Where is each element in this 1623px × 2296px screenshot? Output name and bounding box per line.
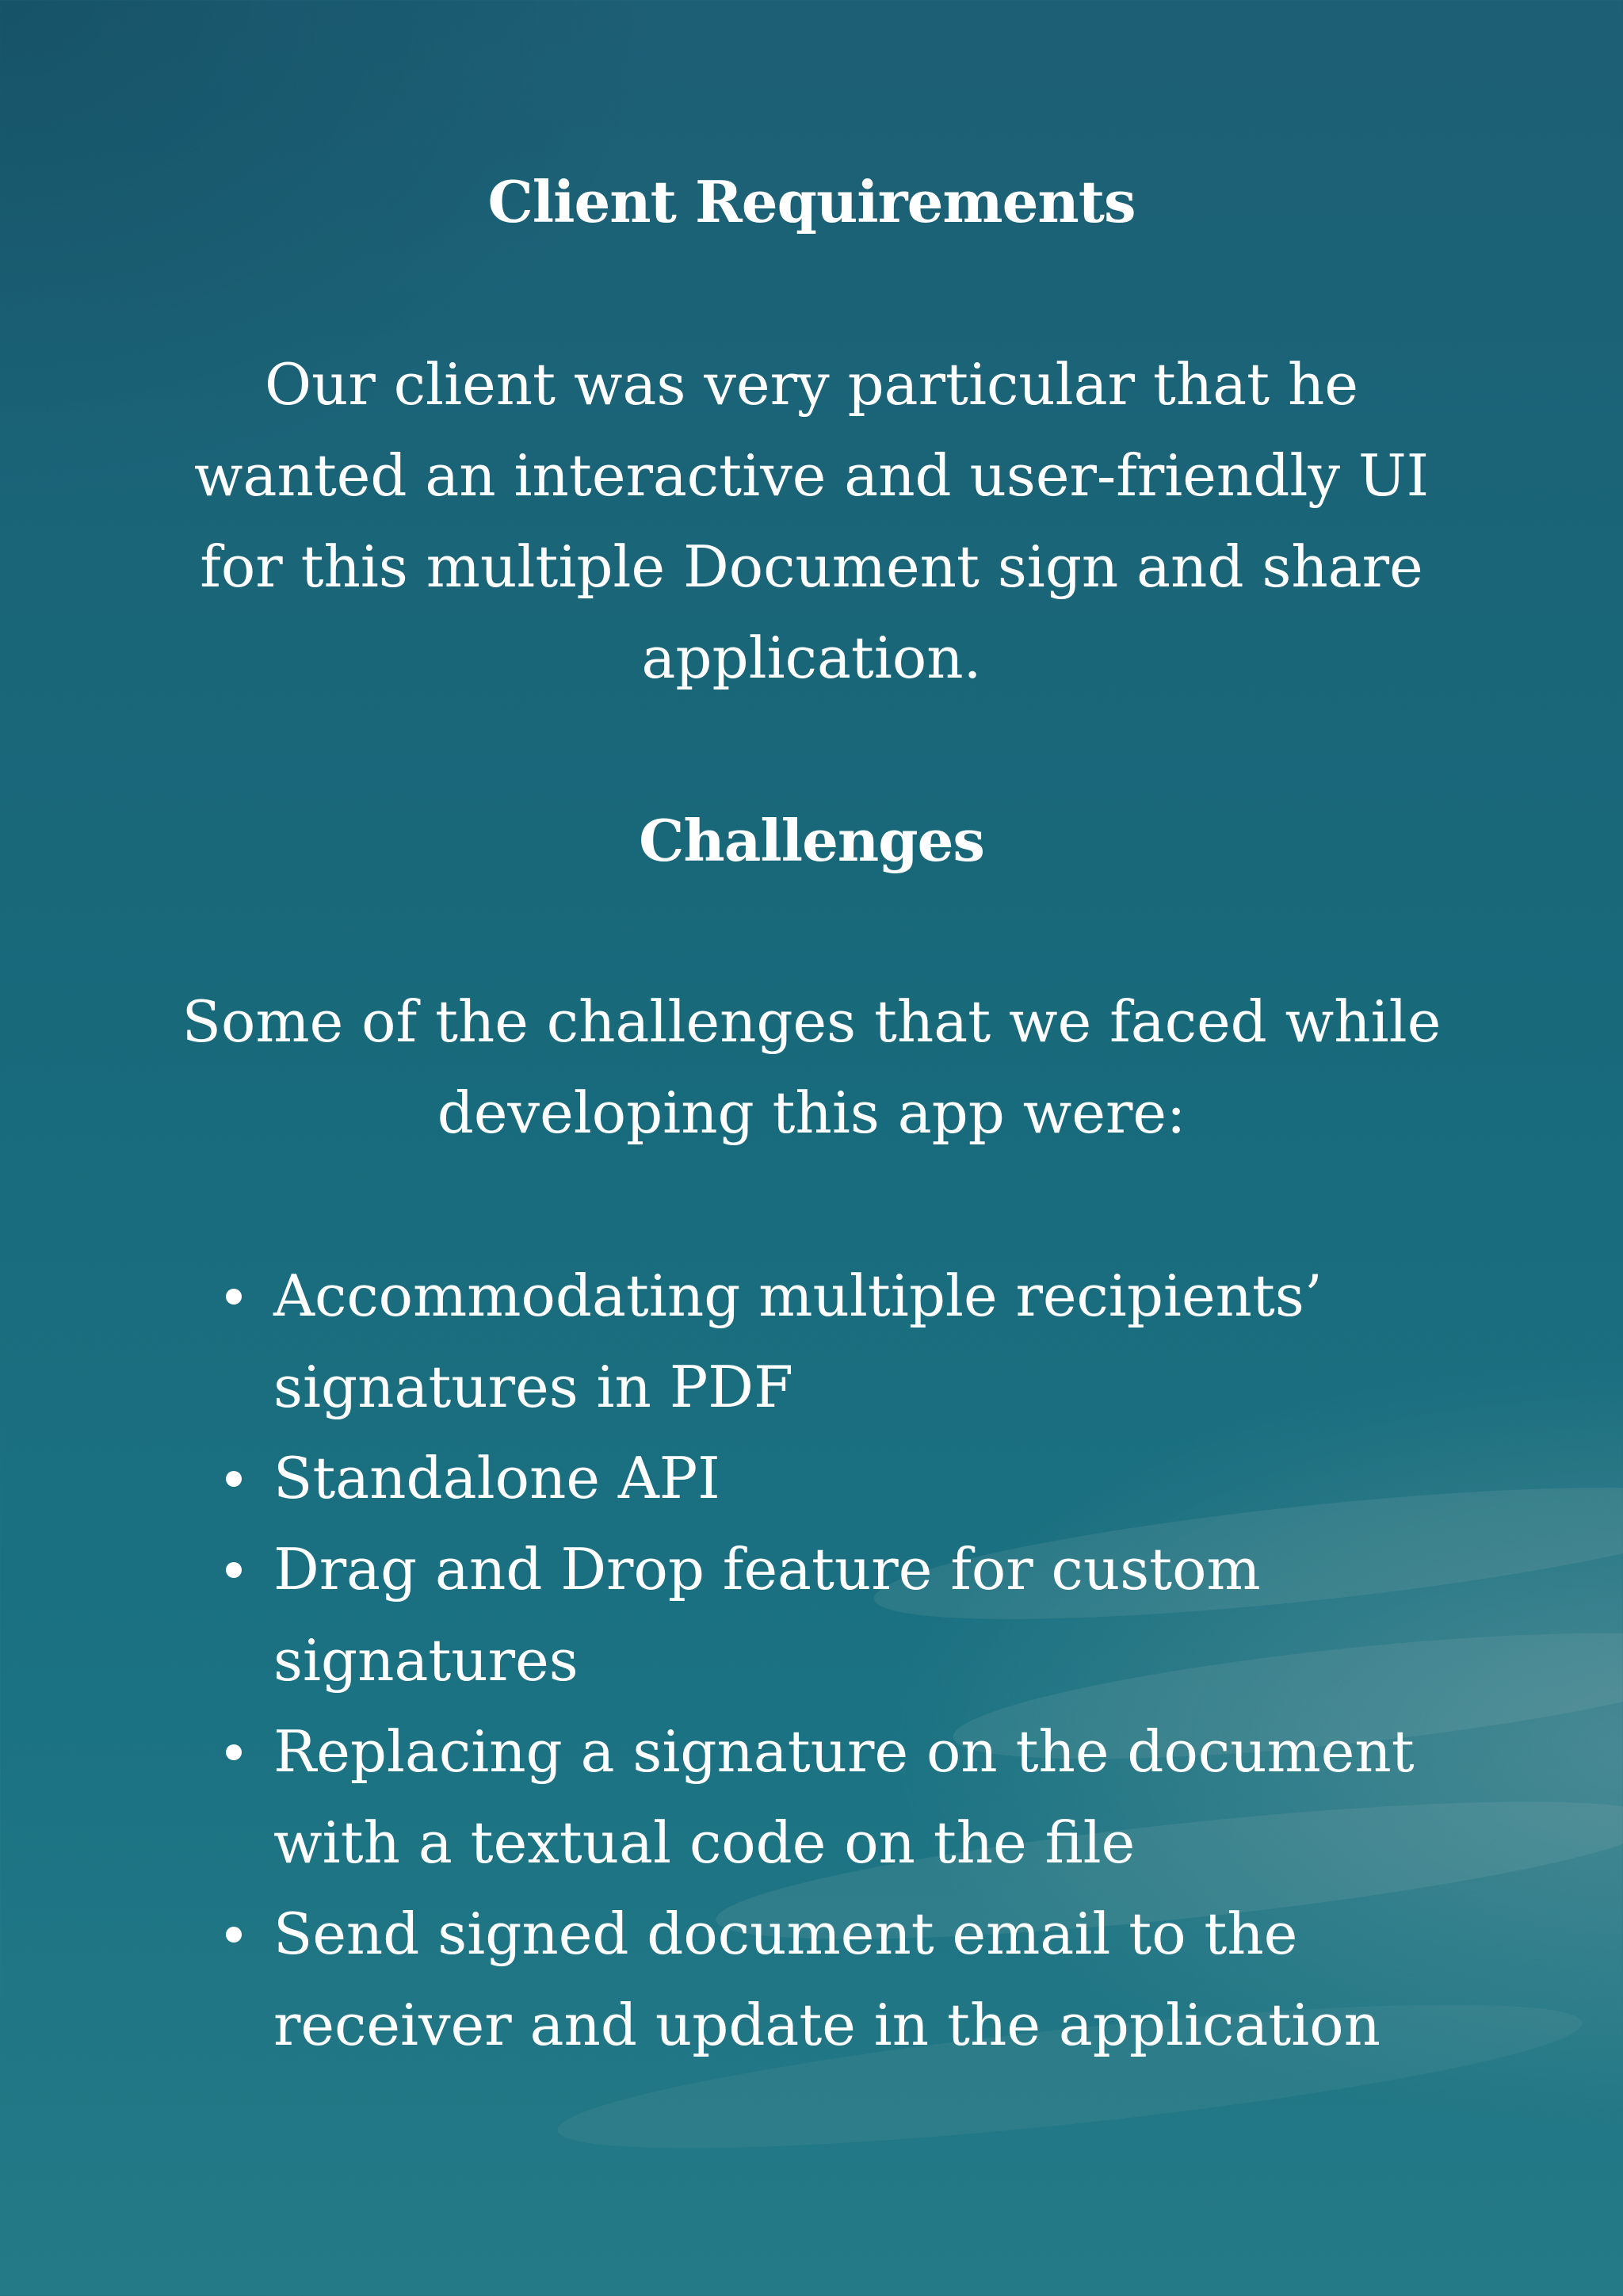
challenges-list bbox=[273, 1251, 1510, 2071]
challenges-heading: Challenges bbox=[639, 807, 984, 874]
list-item-text: Replacing a signature on the document with a textual code on the file bbox=[273, 1718, 1415, 1876]
list-item bbox=[273, 1524, 1510, 1706]
list-item bbox=[273, 1889, 1510, 2071]
bullet-icon bbox=[226, 1471, 242, 1487]
list-item-text: Send signed document email to the receiver and update in the application bbox=[273, 1901, 1381, 2058]
challenges-intro-text: Some of the challenges that we faced while developing this app were: bbox=[181, 988, 1442, 1146]
list-item-text: Drag and Drop feature for custom signatures bbox=[273, 1536, 1261, 1694]
bullet-icon bbox=[226, 1289, 242, 1305]
list-item-text: Standalone API bbox=[273, 1445, 720, 1511]
list-item bbox=[273, 1706, 1510, 1889]
list-item bbox=[273, 1433, 1510, 1524]
client-requirements-text: Our client was very particular that he wanted an interactive and user-friendly UI for this multiple Document sign and share application. bbox=[193, 351, 1430, 691]
bullet-icon bbox=[226, 1744, 242, 1760]
client-requirements-heading: Client Requirements bbox=[487, 168, 1136, 235]
bullet-icon bbox=[226, 1927, 242, 1943]
bullet-icon bbox=[226, 1562, 242, 1578]
list-item bbox=[273, 1251, 1510, 1433]
list-item-text: Accommodating multiple recipients’ signatures in PDF bbox=[273, 1263, 1323, 1420]
